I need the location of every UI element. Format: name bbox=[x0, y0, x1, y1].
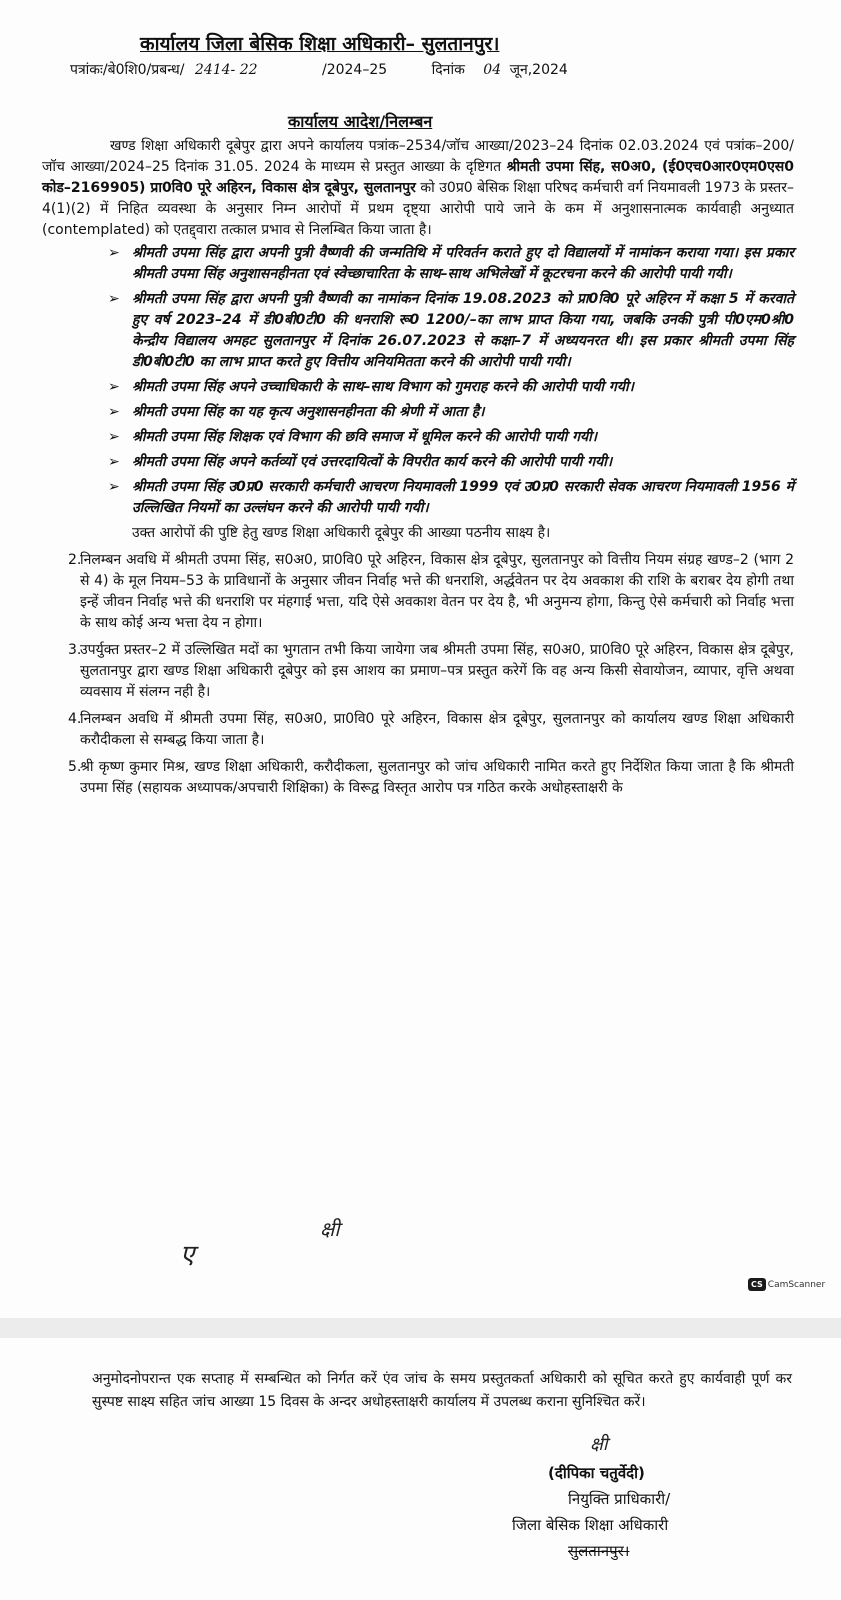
signatory-name: (दीपिका चतुर्वेदी) bbox=[548, 1464, 645, 1482]
charge-item: ➢ श्रीमती उपमा सिंह शिक्षक एवं विभाग की छवि समाज में धूमिल करने की आरोपी पायी गयी। bbox=[132, 427, 794, 448]
signature-block bbox=[500, 1460, 800, 1564]
charge-item: ➢ श्रीमती उपमा सिंह उ0प्र0 सरकारी कर्मचारी आचरण नियमावली 1999 एवं उ0प्र0 सरकारी सेवक आचरण नियमावली 1956 में उल्लिखित नियमों का उल्लंघन करने की आरोपी पायी गयी। bbox=[108, 479, 794, 516]
paragraph-number: 4. bbox=[68, 711, 82, 727]
arrow-bullet-icon: ➢ bbox=[108, 454, 120, 470]
camscanner-watermark bbox=[748, 1278, 825, 1291]
charge-item: ➢ श्रीमती उपमा सिंह का यह कृत्य अनुशासनहीनता की श्रेणी में आता है। bbox=[132, 402, 794, 423]
charge-item: ➢ श्रीमती उपमा सिंह अपने उच्चाधिकारी के साथ–साथ विभाग को गुमराह करने की आरोपी पायी गयी। bbox=[132, 377, 794, 398]
arrow-bullet-icon: ➢ bbox=[108, 379, 120, 395]
date-day-handwritten: 04 bbox=[483, 62, 502, 78]
handwritten-initials-2: क्षी bbox=[320, 1217, 340, 1241]
office-title: कार्यालय जिला बेसिक शिक्षा अधिकारी– सुलतानपुर। bbox=[140, 33, 500, 55]
intro-bold-name: श्रीमती उपमा सिंह, स0अ0, (ई0एच0आर0एम0एस0 कोड–2169905) प्रा0वि0 पूरे अहिरन, विकास क्षेत्र दूबेपुर, सुलतानपुर bbox=[42, 159, 795, 196]
continuation-paragraph: अनुमोदनोपरान्त एक सप्ताह में सम्बन्धित को निर्गत करें एंव जांच के समय प्रस्तुतकर्ता अधिकारी को सूचित करते हुए कार्यवाही पूर्ण कर सुस्पष्ट साक्ष्य सहित जांच आख्या 15 दिवस के अन्दर अधोहस्ताक्षरी कार्यालय में उपलब्ध कराना सुनिश्चित करें। bbox=[92, 1371, 792, 1410]
handwritten-signature: क्षी bbox=[590, 1434, 608, 1455]
numbered-paragraph bbox=[42, 709, 794, 751]
paragraph-number: 5. bbox=[68, 759, 82, 775]
arrow-bullet-icon: ➢ bbox=[108, 479, 120, 495]
watermark-text: CamScanner bbox=[767, 1280, 826, 1290]
intro-part2: को उ0प्र0 बेसिक शिक्षा परिषद कर्मचारी वर्ग नियमावली 1973 के प्रस्तर–4(1)(2) में निहित व्यवस्था के अनुसार निम्न आरोपों में प्रथम दृष्ट्या आरोपी पाये जाने के कम में अनुशासनात्मक कार्यवाही अनुध्यात (contemplated) को एतद्द्वारा तत्काल प्रभाव से निलम्बित किया जाता है। bbox=[42, 180, 795, 238]
order-body bbox=[42, 136, 794, 799]
signatory-designation: नियुक्ति प्राधिकारी/ bbox=[568, 1490, 671, 1508]
order-subtitle: कार्यालय आदेश/निलम्बन bbox=[288, 112, 433, 131]
date-rest: जून,2024 bbox=[509, 62, 568, 78]
camscanner-logo-icon: CS bbox=[748, 1278, 766, 1291]
arrow-bullet-icon: ➢ bbox=[108, 404, 120, 420]
ref-number-handwritten: 2414- 22 bbox=[194, 62, 258, 78]
evidence-paragraph: उक्त आरोपों की पुष्टि हेतु खण्ड शिक्षा अधिकारी दूबेपुर की आख्या पठनीय साक्ष्य है। bbox=[132, 525, 551, 541]
numbered-paragraph bbox=[42, 640, 794, 703]
paragraph-number: 3. bbox=[68, 642, 82, 658]
intro-paragraph bbox=[42, 136, 794, 241]
handwritten-initials-1: ए bbox=[180, 1240, 195, 1270]
signatory-place: सुलतानपुर। bbox=[568, 1542, 630, 1560]
paragraph-text: निलम्बन अवधि में श्रीमती उपमा सिंह, स0अ0, प्रा0वि0 पूरे अहिरन, विकास क्षेत्र दूबेपुर, सुलतानपुर को कार्यालय खण्ड शिक्षा अधिकारी करौदीकला से सम्बद्ध किया जाता है। bbox=[80, 711, 794, 748]
reference-line bbox=[70, 60, 770, 79]
charges-list bbox=[42, 243, 794, 519]
arrow-bullet-icon: ➢ bbox=[108, 429, 120, 445]
date-label: दिनांक bbox=[431, 62, 465, 78]
paragraph-number: 2. bbox=[68, 552, 82, 568]
numbered-paragraph bbox=[42, 550, 794, 634]
intro-part1: खण्ड शिक्षा अधिकारी दूबेपुर द्वारा अपने कार्यालय पत्रांक–2534/जॉच आख्या/2023–24 दिनांक 02.03.2024 एवं पत्रांक–200/जॉच आख्या/2024–25 दिनांक 31.05. 2024 के माध्यम से प्रस्तुत आख्या के दृष्टिगत bbox=[42, 138, 794, 175]
paragraph-text: निलम्बन अवधि में श्रीमती उपमा सिंह, स0अ0, प्रा0वि0 पूरे अहिरन, विकास क्षेत्र दूबेपुर, सुलतानपुर को वित्तीय नियम संग्रह खण्ड–2 (भाग 2 से 4) के मूल नियम–53 के प्राविधानों के अनुसार जीवन निर्वाह भत्ते की धनराशि, अर्द्धवेतन पर देय अवकाश की राशि के बराबर देय होगी तथा इन्हें जीवन निर्वाह भत्ते की धनराशि पर मंहगाई भत्ता, यदि ऐसे अवकाश वेतन पर देय है, भी अनुमन्य होगा, किन्तु ऐसे कर्मचारी को निर्वाह भत्ता के साथ कोई अन्य भत्ता देय न होगा। bbox=[80, 552, 794, 631]
charge-item: ➢ श्रीमती उपमा सिंह अपने कर्तव्यों एवं उत्तरदायित्वों के विपरीत कार्य करने की आरोपी पायी गयी। bbox=[132, 452, 794, 473]
paragraph-text: उपर्युक्त प्रस्तर–2 में उल्लिखित मदों का भुगतान तभी किया जायेगा जब श्रीमती उपमा सिंह, स0अ0, प्रा0वि0 पूरे अहिरन, विकास क्षेत्र दूबेपुर, सुलतानपुर द्वारा खण्ड शिक्षा अधिकारी दूबेपुर को इस आशय का प्रमाण–पत्र प्रस्तुत करेगें कि वह अन्य किसी सेवायोजन, व्यापार, वृत्ति अथवा व्यवसाय में संलग्न नही है। bbox=[80, 642, 794, 700]
paragraph-text: श्री कृष्ण कुमार मिश्र, खण्ड शिक्षा अधिकारी, करौदीकला, सुलतानपुर को जांच अधिकारी नामित करते हुए निर्देशित किया जाता है कि श्रीमती उपमा सिंह (सहायक अध्यापक/अपचारी शिक्षिका) के विरूद्व विस्तृत आरोप पत्र गठित करके अधोहस्ताक्षरी के bbox=[80, 759, 794, 796]
ref-session: /2024–25 bbox=[321, 62, 388, 78]
arrow-bullet-icon: ➢ bbox=[108, 291, 120, 307]
arrow-bullet-icon: ➢ bbox=[108, 245, 120, 261]
charge-item: ➢ श्रीमती उपमा सिंह द्वारा अपनी पुत्री वैष्णवी की जन्मतिथि में परिवर्तन कराते हुए दो विद्यालयों में नामांकन कराया गया। इस प्रकार श्रीमती उपमा सिंह अनुशासनहीनता एवं स्वेच्छाचारिता के साथ–साथ अभिलेखों में कूटरचना करने की आरोपी पायी गयी। bbox=[108, 245, 794, 282]
ref-prefix: पत्रांकः/बे0शि0/प्रबन्ध/ bbox=[70, 62, 185, 78]
charge-item: ➢ श्रीमती उपमा सिंह द्वारा अपनी पुत्री वैष्णवी का नामांकन दिनांक 19.08.2023 को प्रा0वि0 पूरे अहिरन में कक्षा 5 में करवाते हुए वर्ष 2023–24 में डी0बी0टी0 की धनराशि रू0 1200/–का लाभ प्राप्त किया गया, जबकि उनकी पुत्री पी0एम0श्री0 केन्द्रीय विद्यालय अमहट सुलतानपुर में दिनांक 26.07.2023 से कक्षा–7 में अध्ययनरत थी। इस प्रकार श्रीमती उपमा सिंह डी0बी0टी0 का लाभ प्राप्त करते हुए वित्तीय अनियमितता करने की आरोपी पायी गयी। bbox=[108, 291, 794, 370]
numbered-paragraph bbox=[42, 757, 794, 799]
page-gap bbox=[0, 1318, 841, 1338]
signatory-office: जिला बेसिक शिक्षा अधिकारी bbox=[512, 1516, 669, 1534]
